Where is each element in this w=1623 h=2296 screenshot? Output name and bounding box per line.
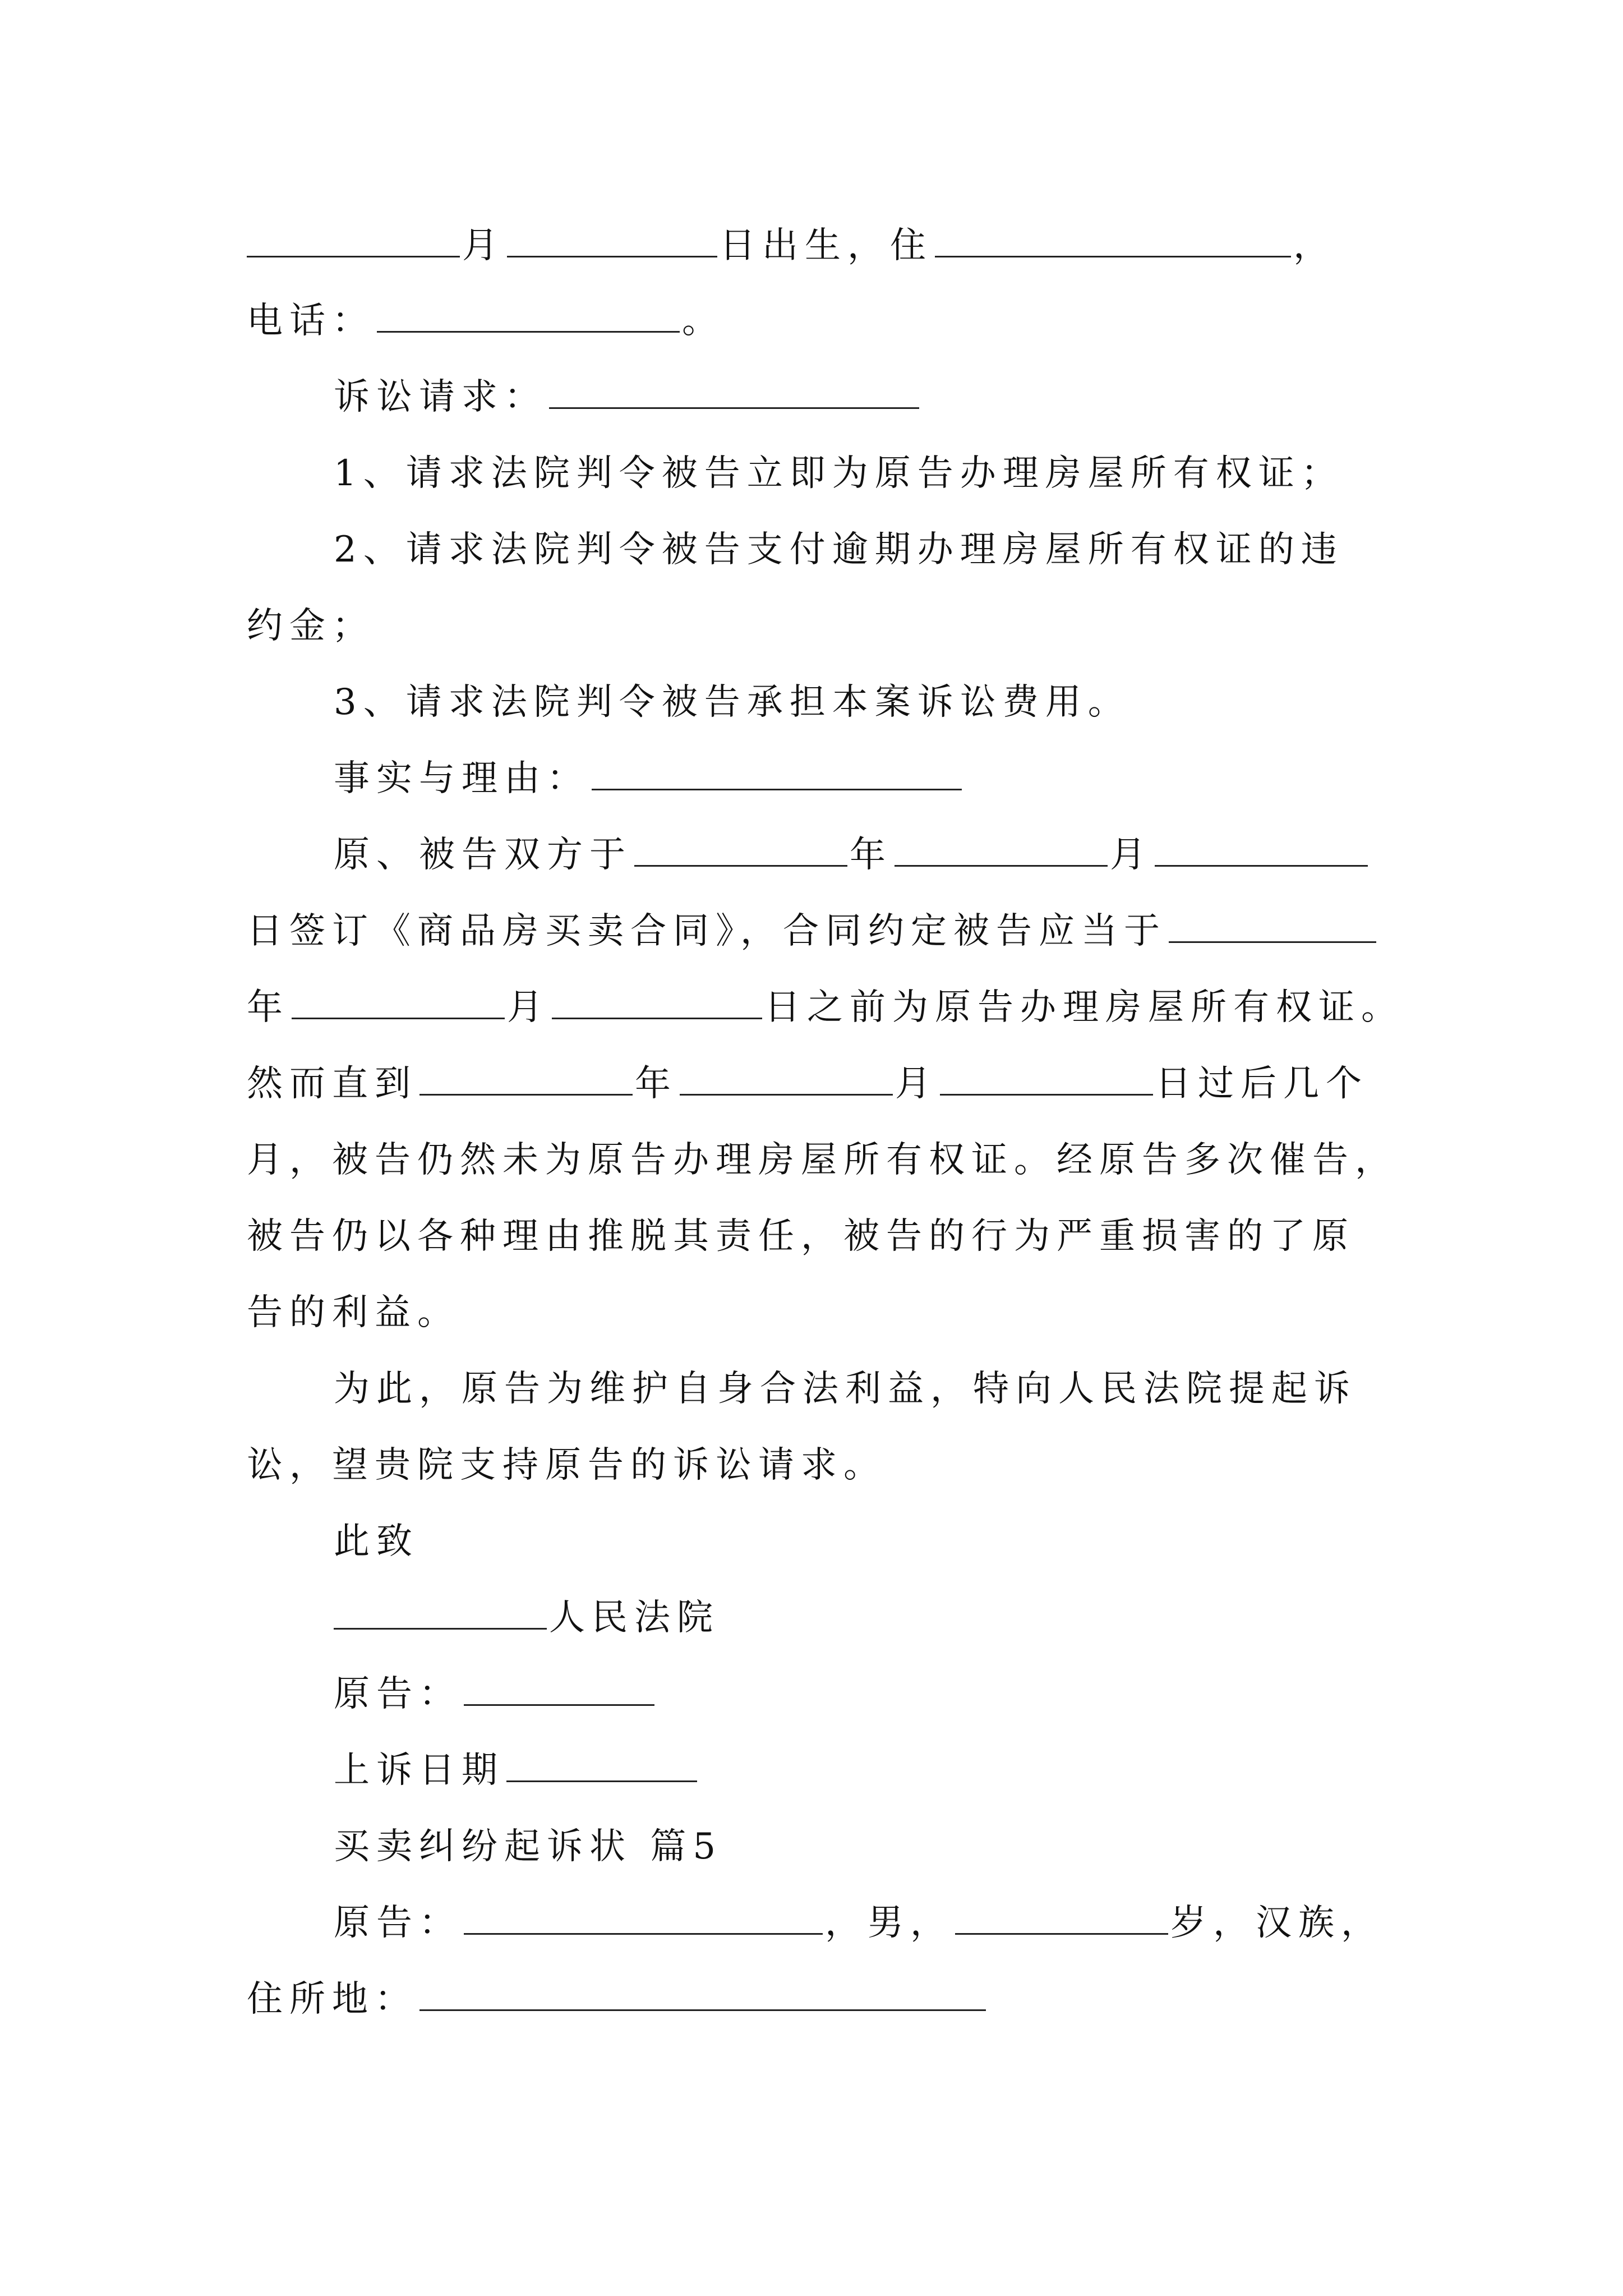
text-month: 月 [895, 1063, 938, 1105]
facts-line-5: 月，被告仍然未为原告办理房屋所有权证。经原告多次催告， [247, 1139, 1398, 1181]
blank-field[interactable] [419, 1064, 633, 1096]
claim-3: 3、请求法院判令被告承担本案诉讼费用。 [334, 682, 1131, 723]
blank-field[interactable] [955, 1903, 1168, 1935]
blank-field[interactable] [940, 1064, 1153, 1096]
text-months-later: 日过后几个 [1155, 1063, 1368, 1105]
date-blank[interactable] [506, 1750, 697, 1782]
text-age-ethnicity: 岁，汉族， [1170, 1902, 1384, 1944]
conclusion-line-1: 为此，原告为维护自身合法利益，特向人民法院提起诉 [334, 1368, 1357, 1410]
text-month: 月 [462, 225, 505, 266]
text-period: 。 [682, 300, 725, 342]
text-comma: ， [1293, 225, 1336, 266]
claims-heading [334, 369, 921, 425]
court-name-blank[interactable] [334, 1598, 547, 1630]
label-appeal-date: 上诉日期 [334, 1750, 504, 1791]
plaintiff-blank[interactable] [464, 1674, 654, 1706]
label-facts: 事实与理由： [334, 758, 589, 799]
facts-heading [334, 751, 964, 807]
text-facts-start: 原、被告双方于 [334, 834, 632, 876]
label-residence: 住所地： [247, 1978, 417, 2020]
facts-line-2 [247, 903, 1378, 959]
appeal-date-line [334, 1742, 699, 1798]
salutation: 此致 [334, 1521, 419, 1562]
blank-field[interactable] [895, 835, 1108, 867]
blank-field[interactable] [464, 1903, 823, 1935]
blank-field[interactable] [1169, 911, 1376, 943]
blank-field[interactable] [552, 987, 762, 1019]
facts-line-1 [334, 827, 1370, 883]
blank-field[interactable] [680, 1064, 893, 1096]
text-until: 然而直到 [247, 1063, 417, 1105]
plaintiff-info-line [334, 1895, 1384, 1951]
section-title: 买卖纠纷起诉状 篇5 [334, 1826, 723, 1867]
text-peoples-court: 人民法院 [549, 1597, 720, 1639]
blank-field[interactable] [634, 835, 847, 867]
text-year: 年 [635, 1063, 677, 1105]
facts-line-6: 被告仍以各种理由推脱其责任，被告的行为严重损害的了原 [247, 1216, 1355, 1257]
residence-line [247, 1971, 988, 2027]
blank-field[interactable] [247, 226, 460, 257]
text-month: 月 [507, 987, 550, 1028]
text-deadline: 日之前为原告办理房屋所有权证。 [764, 987, 1404, 1028]
birth-address-line [247, 218, 1336, 274]
text-contract: 日签订《商品房买卖合同》，合同约定被告应当于 [247, 910, 1166, 952]
blank-field[interactable] [549, 377, 919, 409]
phone-line [247, 293, 725, 349]
phone-blank[interactable] [377, 301, 680, 333]
claim-2: 2、请求法院判令被告支付逾期办理房屋所有权证的违 [334, 529, 1344, 570]
blank-field[interactable] [507, 226, 717, 257]
label-plaintiff: 原告： [334, 1902, 462, 1944]
court-line [334, 1590, 720, 1646]
blank-field[interactable] [592, 758, 962, 790]
claim-1: 1、请求法院判令被告立即为原告办理房屋所有权证； [334, 453, 1344, 494]
blank-field[interactable] [1155, 835, 1368, 867]
conclusion-line-2: 讼，望贵院支持原告的诉讼请求。 [247, 1444, 886, 1486]
label-phone: 电话： [247, 300, 375, 342]
facts-line-3 [247, 979, 1404, 1036]
text-male: ，男， [825, 1902, 953, 1944]
label-plaintiff: 原告： [334, 1673, 462, 1715]
text-year: 年 [247, 987, 289, 1028]
text-year: 年 [850, 834, 892, 876]
blank-field[interactable] [935, 226, 1291, 257]
claim-2-continued: 约金； [247, 605, 375, 647]
plaintiff-sign-line [334, 1666, 657, 1722]
text-month: 月 [1110, 834, 1152, 876]
facts-line-7: 告的利益。 [247, 1292, 460, 1333]
blank-field[interactable] [292, 987, 505, 1019]
text-birth-residence: 日出生，住 [720, 225, 933, 266]
facts-line-4 [247, 1056, 1368, 1112]
residence-blank[interactable] [419, 1979, 986, 2011]
label-claims: 诉讼请求： [334, 376, 547, 418]
